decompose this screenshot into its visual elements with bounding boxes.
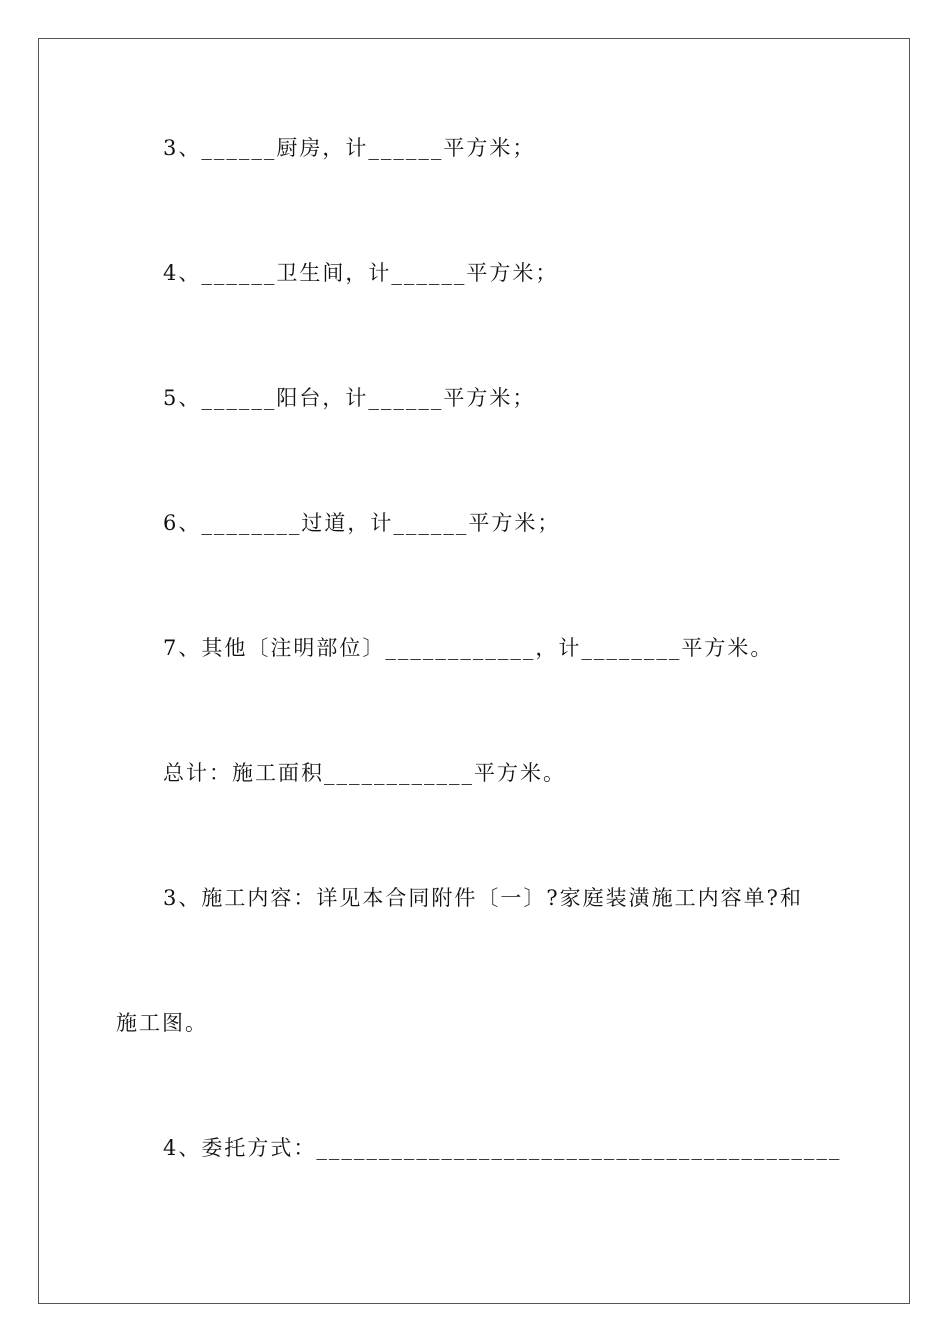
commission-method-line: 4、委托方式：__________________________________________ xyxy=(163,1136,842,1160)
bathroom-area-line: 4、______卫生间，计______平方米； xyxy=(163,261,559,285)
page-border xyxy=(38,38,910,1304)
balcony-area-line: 5、______阳台，计______平方米； xyxy=(163,386,536,410)
construction-content-line: 3、施工内容：详见本合同附件〔一〕?家庭装潢施工内容单?和 xyxy=(163,886,803,910)
total-area-line: 总计：施工面积____________平方米。 xyxy=(163,761,566,785)
kitchen-area-line: 3、______厨房，计______平方米； xyxy=(163,136,536,160)
other-area-line: 7、其他〔注明部位〕____________，计________平方米。 xyxy=(163,636,774,660)
construction-content-continuation: 施工图。 xyxy=(116,1011,208,1035)
hallway-area-line: 6、________过道，计______平方米； xyxy=(163,511,561,535)
